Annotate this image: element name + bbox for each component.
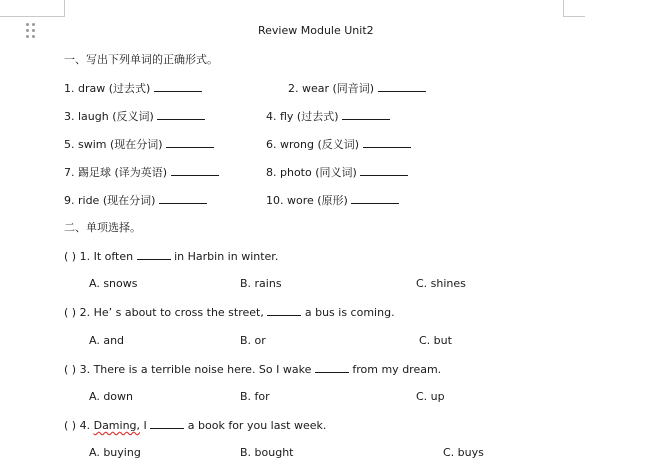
- question-4: ( ) 4. Daming, I a book for you last week.: [64, 419, 327, 432]
- q2-option-c: C. but: [419, 334, 452, 347]
- answer-blank: [150, 418, 184, 429]
- answer-blank: [154, 81, 202, 92]
- q4-option-a: A. buying: [89, 446, 141, 459]
- answer-blank: [137, 249, 171, 260]
- word-item-3: 3. laugh (反义词): [64, 109, 205, 124]
- q4-option-b: B. bought: [240, 446, 294, 459]
- word-item-1: 1. draw (过去式): [64, 81, 202, 96]
- q1-option-b: B. rains: [240, 277, 282, 290]
- q2-option-a: A. and: [89, 334, 125, 347]
- crop-mark-top-left: [0, 0, 65, 17]
- section1-heading: 一、写出下列单词的正确形式。: [64, 53, 218, 66]
- q2-option-b: B. or: [240, 334, 266, 347]
- q3-option-c: C. up: [416, 390, 445, 403]
- answer-blank: [378, 81, 426, 92]
- answer-blank: [363, 137, 411, 148]
- word-item-6: 6. wrong (反义词): [266, 137, 411, 152]
- q4-option-c: C. buys: [443, 446, 484, 459]
- answer-blank: [267, 305, 301, 316]
- question-2: ( ) 2. He’ s about to cross the street, a bus is coming.: [64, 306, 395, 319]
- crop-mark-top-right: [563, 0, 585, 17]
- spellcheck-word[interactable]: Daming,: [93, 419, 141, 432]
- word-item-10: 10. wore (原形): [266, 193, 399, 208]
- answer-blank: [315, 362, 349, 373]
- drag-handle-icon[interactable]: [26, 23, 36, 39]
- question-3: ( ) 3. There is a terrible noise here. So I wake from my dream.: [64, 363, 442, 376]
- word-item-4: 4. fly (过去式): [266, 109, 390, 124]
- q3-option-b: B. for: [240, 390, 270, 403]
- q1-option-c: C. shines: [416, 277, 466, 290]
- answer-blank: [351, 193, 399, 204]
- word-item-2: 2. wear (同音词): [288, 81, 426, 96]
- answer-blank: [159, 193, 207, 204]
- answer-blank: [342, 109, 390, 120]
- answer-blank: [171, 165, 219, 176]
- q3-option-a: A. down: [89, 390, 134, 403]
- word-item-8: 8. photo (同义词): [266, 165, 408, 180]
- answer-blank: [166, 137, 214, 148]
- word-item-5: 5. swim (现在分词): [64, 137, 214, 152]
- q1-option-a: A. snows: [89, 277, 138, 290]
- word-item-9: 9. ride (现在分词): [64, 193, 207, 208]
- answer-blank: [360, 165, 408, 176]
- question-1: ( ) 1. It often in Harbin in winter.: [64, 250, 279, 263]
- answer-blank: [157, 109, 205, 120]
- document-title: Review Module Unit2: [258, 24, 374, 37]
- word-item-7: 7. 踢足球 (译为英语): [64, 165, 219, 180]
- section2-heading: 二、单项选择。: [64, 221, 141, 234]
